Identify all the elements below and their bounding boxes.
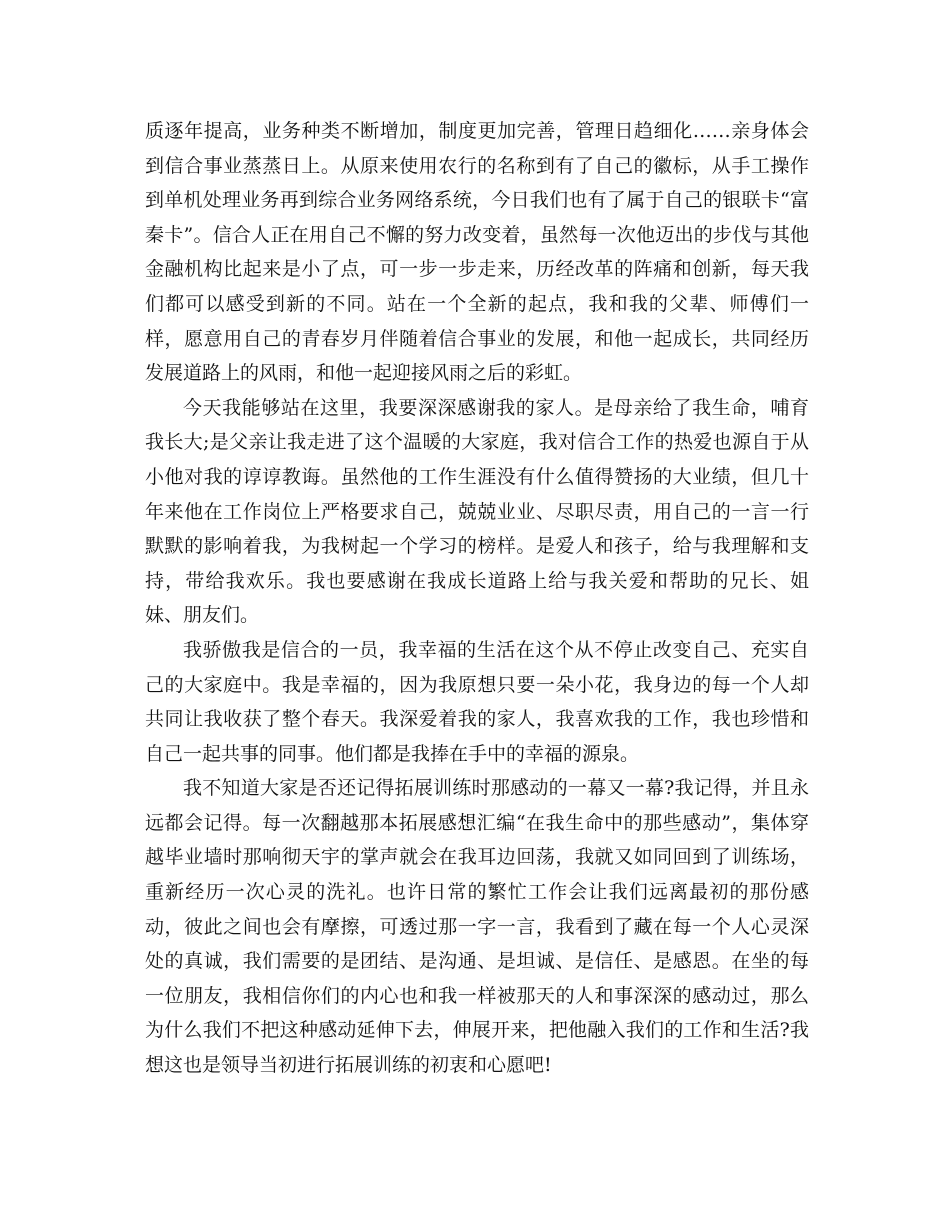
paragraph-4: 我不知道大家是否还记得拓展训练时那感动的一幕又一幕?我记得，并且永远都会记得。每一次翻越那本拓展感想汇编“在我生命中的那些感动”，集体穿越毕业墙时那响彻天宇的掌声就会在我耳边回荡，我就又如同回到了训练场，重新经历一次心灵的洗礼。也许日常的繁忙工作会让我们远离最初的那份感动，彼此之间也会有摩擦，可透过那一字一言，我看到了藏在每一个人心灵深处的真诚，我们需要的是团结、是沟通、是坦诚、是信任、是感恩。在坐的每一位朋友，我相信你们的内心也和我一样被那天的人和事深深的感动过，那么为什么我们不把这种感动延伸下去，伸展开来，把他融入我们的工作和生活?我想这也是领导当初进行拓展训练的初衷和心愿吧! xyxy=(145,777,809,1077)
document-body xyxy=(145,114,809,1083)
paragraph-3: 我骄傲我是信合的一员，我幸福的生活在这个从不停止改变自己、充实自己的大家庭中。我是幸福的，因为我原想只要一朵小花，我身边的每一个人却共同让我收获了整个春天。我深爱着我的家人，我喜欢我的工作，我也珍惜和自己一起共事的同事。他们都是我捧在手中的幸福的源泉。 xyxy=(145,638,809,765)
paragraph-2: 今天我能够站在这里，我要深深感谢我的家人。是母亲给了我生命，哺育我长大;是父亲让我走进了这个温暖的大家庭，我对信合工作的热爱也源自于从小他对我的谆谆教诲。虽然他的工作生涯没有什么值得赞扬的大业绩，但几十年来他在工作岗位上严格要求自己，兢兢业业、尽职尽责，用自己的一言一行默默的影响着我，为我树起一个学习的榜样。是爱人和孩子，给与我理解和支持，带给我欢乐。我也要感谢在我成长道路上给与我关爱和帮助的兄长、姐妹、朋友们。 xyxy=(145,396,809,627)
paragraph-1: 质逐年提高，业务种类不断增加，制度更加完善，管理日趋细化……亲身体会到信合事业蒸蒸日上。从原来使用农行的名称到有了自己的徽标，从手工操作到单机处理业务再到综合业务网络系统，今日我们也有了属于自己的银联卡“富秦卡”。信合人正在用自己不懈的努力改变着，虽然每一次他迈出的步伐与其他金融机构比起来是小了点，可一步一步走来，历经改革的阵痛和创新，每天我们都可以感受到新的不同。站在一个全新的起点，我和我的父辈、师傅们一样，愿意用自己的青春岁月伴随着信合事业的发展，和他一起成长，共同经历发展道路上的风雨，和他一起迎接风雨之后的彩虹。 xyxy=(145,120,809,385)
